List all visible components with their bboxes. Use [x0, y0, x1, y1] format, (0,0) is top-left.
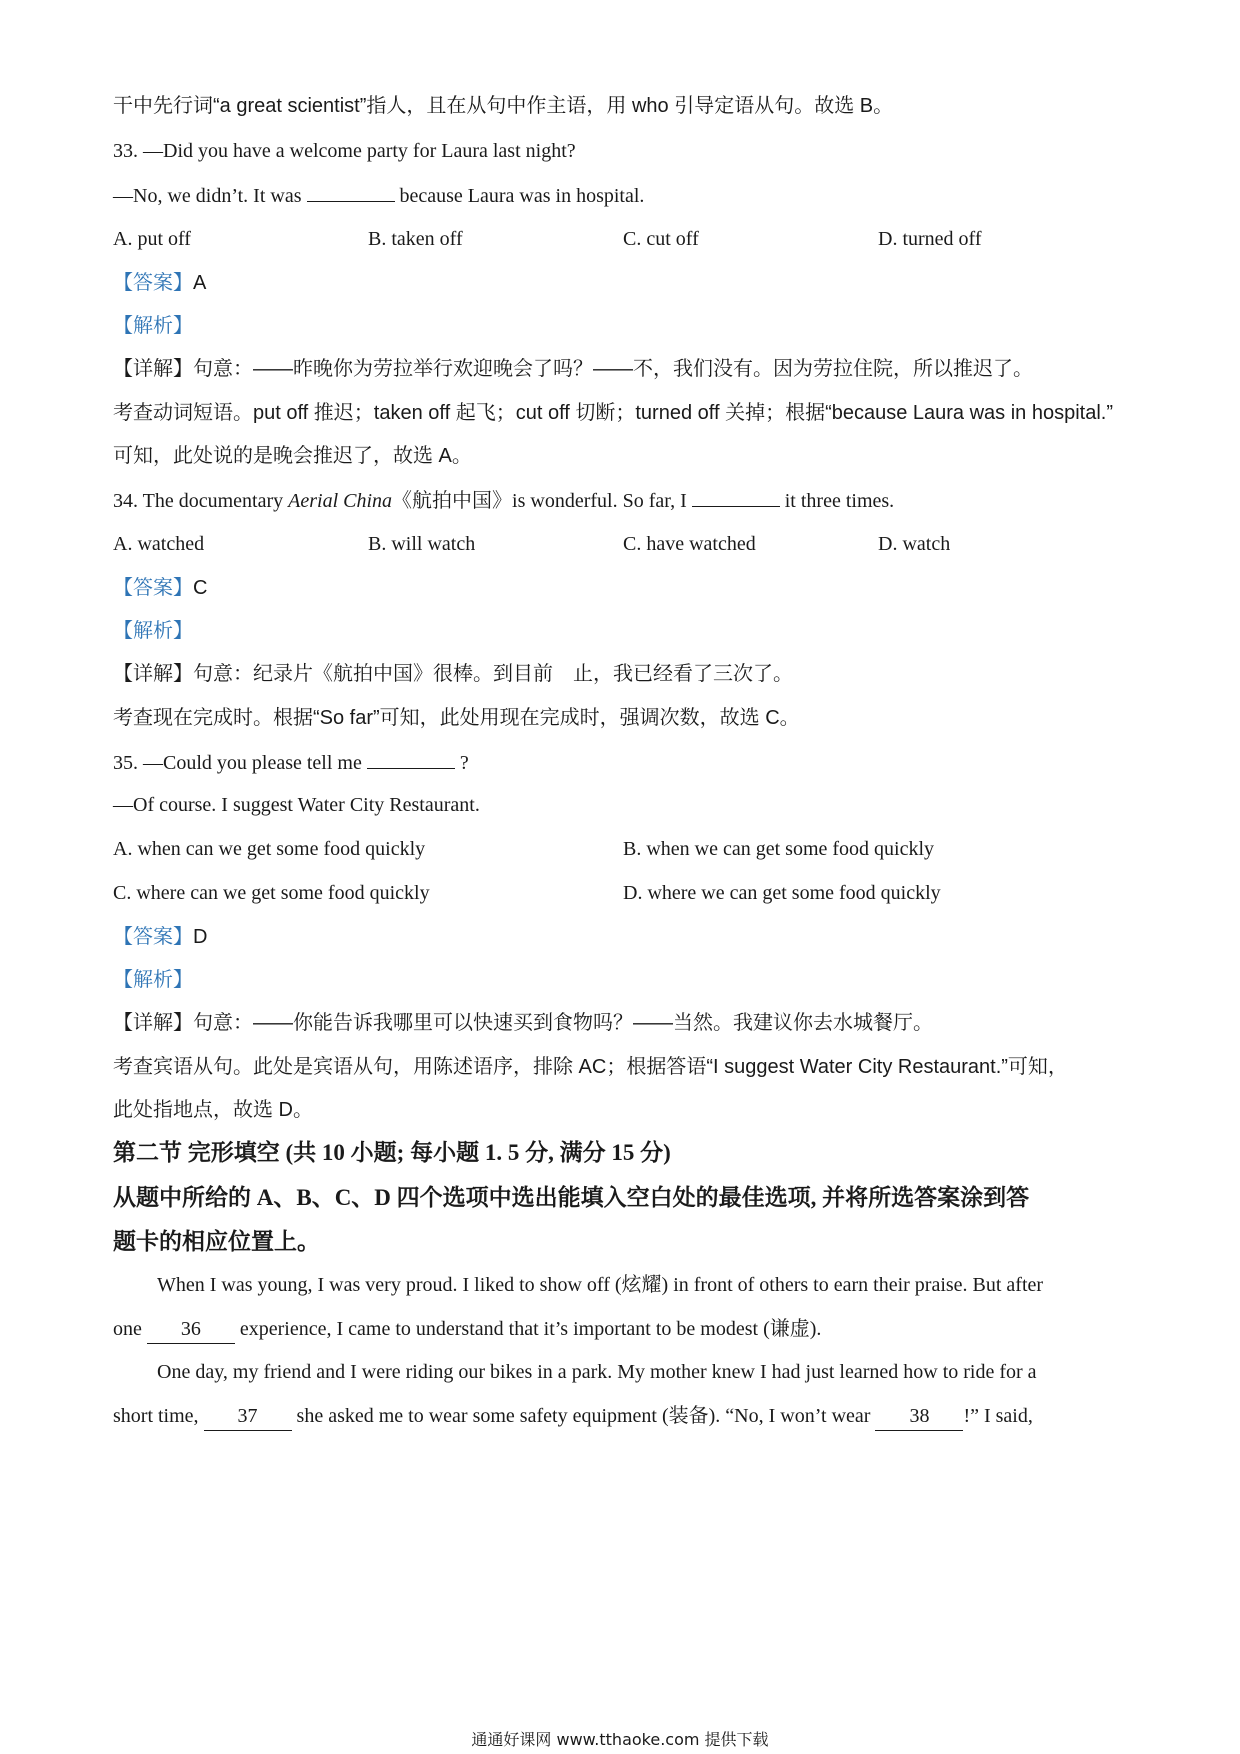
- q34-option-a: A. watched: [113, 533, 205, 555]
- q35-blank: [367, 748, 455, 769]
- q35-explanation-line2: 此处指地点，故选 D。: [113, 1099, 313, 1121]
- q34-answer-line: [113, 573, 207, 602]
- q34-explanation-line1: 考查现在完成时。根据“So far”可知，此处用现在完成时，强调次数，故选 C。: [113, 707, 800, 729]
- passage-p2-line1: One day, my friend and I were riding our bikes in a park. My mother knew I had just learned how to ride for a: [157, 1361, 1037, 1383]
- q35-stem-part2: ?: [459, 752, 469, 774]
- q35-detail-line: [113, 1009, 933, 1037]
- analysis-tag: 【解析】: [113, 618, 193, 642]
- analysis-tag: 【解析】: [113, 967, 193, 991]
- q33-detail: 句意：——昨晚你为劳拉举行欢迎晚会了吗？——不，我们没有。因为劳拉住院，所以推迟了。: [193, 358, 1033, 380]
- q35-option-b: B. when we can get some food quickly: [623, 838, 935, 860]
- q34-analysis-line: [113, 616, 193, 645]
- section2-heading: 第二节 完形填空 (共 10 小题; 每小题 1. 5 分, 满分 15 分): [113, 1140, 671, 1165]
- q34-stem-part3: it three times.: [784, 490, 895, 512]
- detail-tag: 【详解】: [113, 663, 193, 685]
- q34-option-d: D. watch: [878, 533, 951, 555]
- q33-answer: A: [193, 272, 207, 294]
- q33-option-c: C. cut off: [623, 228, 699, 250]
- q35-answer: D: [193, 926, 208, 948]
- q34-stem-part1: 34. The documentary: [113, 490, 284, 512]
- q33-explanation-line2: 可知，此处说的是晚会推迟了，故选 A。: [113, 445, 472, 467]
- previous-explanation-tail: 干中先行词“a great scientist”指人，且在从句中作主语，用 who 引导定语从句。故选 B。: [113, 95, 894, 117]
- q35-detail: 句意：——你能告诉我哪里可以快速买到食物吗？——当然。我建议你去水城餐厅。: [193, 1012, 933, 1034]
- section2-instruction-line2: 题卡的相应位置上。: [113, 1229, 320, 1254]
- q33-stem-line1: 33. —Did you have a welcome party for Laura last night?: [113, 140, 576, 162]
- q33-detail-line: [113, 355, 1033, 383]
- page-footer: 通通好课网 www.tthaoke.com 提供下载: [471, 1730, 769, 1749]
- q33-analysis-line: [113, 311, 193, 340]
- q34-detail-line: [113, 660, 793, 688]
- answer-tag: 【答案】: [113, 270, 193, 294]
- cloze-blank-36: 36: [147, 1315, 235, 1344]
- q34-answer: C: [193, 577, 208, 599]
- q34-detail: 句意：纪录片《航拍中国》很棒。到目前 止，我已经看了三次了。: [193, 663, 793, 685]
- q33-stem-line2: [113, 181, 644, 210]
- q35-analysis-line: [113, 965, 193, 994]
- q33-option-d: D. turned off: [878, 228, 982, 250]
- q34-option-c: C. have watched: [623, 533, 756, 555]
- q34-option-b: B. will watch: [368, 533, 476, 555]
- cloze-blank-37: 37: [204, 1402, 292, 1431]
- q33-stem-part2: because Laura was in hospital.: [399, 185, 645, 207]
- q34-documentary-title: Aerial China: [288, 490, 393, 512]
- passage-p2-line2: [113, 1402, 1033, 1431]
- q33-option-b: B. taken off: [368, 228, 463, 250]
- cloze-blank-38: 38: [875, 1402, 963, 1431]
- q33-explanation-line1: 考查动词短语。put off 推迟；taken off 起飞；cut off 切断；turned off 关掉；根据“because Laura was in hospital.”: [113, 402, 1114, 424]
- q35-stem-part1: 35. —Could you please tell me: [113, 752, 362, 774]
- q35-option-a: A. when can we get some food quickly: [113, 838, 426, 860]
- q33-answer-line: [113, 268, 206, 297]
- q35-explanation-line1: 考查宾语从句。此处是宾语从句，用陈述语序，排除 AC；根据答语“I suggest Water City Restaurant.”可知，: [113, 1056, 1068, 1078]
- passage-p1-post: experience, I came to understand that it’s important to be modest (谦虚).: [239, 1318, 822, 1340]
- analysis-tag: 【解析】: [113, 313, 193, 337]
- passage-p1-pre: one: [113, 1318, 142, 1340]
- passage-p2-pre: short time,: [113, 1405, 199, 1427]
- q35-stem-line1: [113, 748, 469, 777]
- q34-stem-part2: 《航拍中国》is wonderful. So far, I: [392, 490, 687, 512]
- passage-p2-post: !” I said,: [963, 1405, 1033, 1427]
- detail-tag: 【详解】: [113, 1012, 193, 1034]
- q34-stem-line: [113, 486, 894, 515]
- answer-tag: 【答案】: [113, 575, 193, 599]
- detail-tag: 【详解】: [113, 358, 193, 380]
- q33-stem-part1: —No, we didn’t. It was: [113, 185, 302, 207]
- passage-p1-line1: When I was young, I was very proud. I liked to show off (炫耀) in front of others to earn their praise. But after: [157, 1274, 1044, 1296]
- q33-blank: [307, 181, 395, 202]
- passage-p1-line2: [113, 1315, 821, 1344]
- q34-blank: [692, 486, 780, 507]
- q35-stem-line2: —Of course. I suggest Water City Restaurant.: [113, 794, 480, 816]
- q35-answer-line: [113, 922, 207, 951]
- answer-tag: 【答案】: [113, 924, 193, 948]
- passage-p2-mid: she asked me to wear some safety equipment (装备). “No, I won’t wear: [296, 1405, 871, 1427]
- section2-instruction-line1: 从题中所给的 A、B、C、D 四个选项中选出能填入空白处的最佳选项, 并将所选答案涂到答: [113, 1185, 1030, 1210]
- q33-option-a: A. put off: [113, 228, 191, 250]
- q35-option-d: D. where we can get some food quickly: [623, 882, 941, 904]
- q35-option-c: C. where can we get some food quickly: [113, 882, 430, 904]
